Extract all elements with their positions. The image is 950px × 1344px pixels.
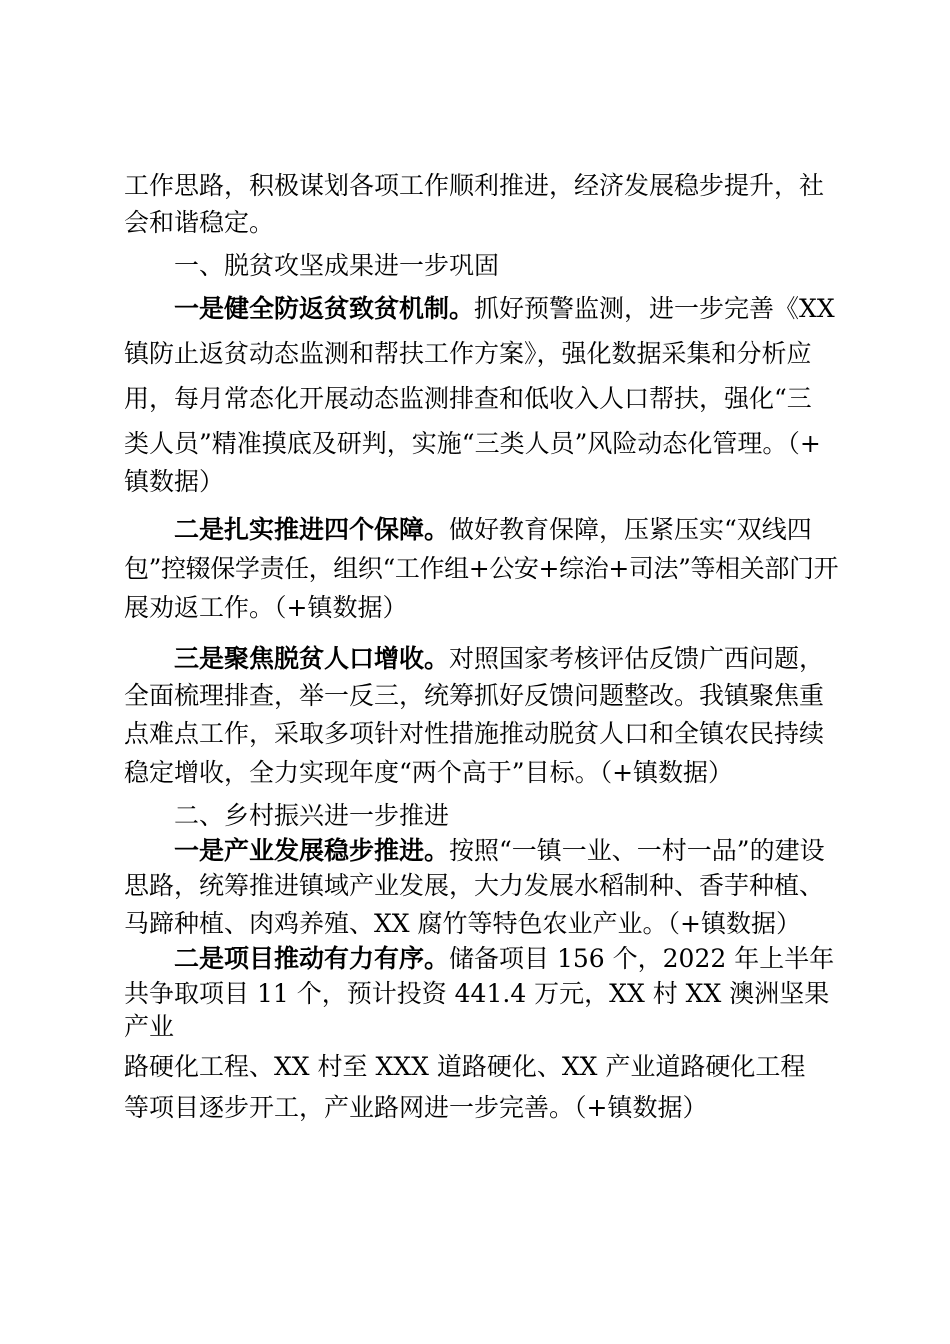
section-heading-2 bbox=[174, 800, 449, 832]
text-run: 镇数据） bbox=[124, 467, 225, 496]
text-run: 做好教育保障，压紧压实“双线四 bbox=[449, 515, 812, 544]
body-line bbox=[124, 170, 824, 202]
body-line bbox=[124, 428, 821, 460]
text-run: 包”控辍保学责任，组织“工作组+公安+综治+司法”等相关部门开 bbox=[124, 554, 839, 583]
body-line bbox=[174, 943, 834, 975]
body-line bbox=[124, 757, 733, 789]
text-run: 镇防止返贫动态监测和帮扶工作方案》，强化数据采集和分析应 bbox=[124, 339, 812, 368]
body-line bbox=[124, 466, 224, 498]
text-run: 全面梳理排查，举一反三，统筹抓好反馈问题整改。我镇聚焦重 bbox=[124, 681, 825, 710]
text-run: 产业 bbox=[124, 1012, 175, 1041]
text-run: 工作思路，积极谋划各项工作顺利推进，经济发展稳步提升，社 bbox=[124, 171, 825, 200]
bold-lead: 二是扎实推进四个保障。 bbox=[174, 515, 450, 544]
body-line bbox=[174, 514, 812, 546]
body-line bbox=[124, 553, 838, 585]
text-run: 用，每月常态化开展动态监测排查和低收入人口帮扶，强化“三 bbox=[124, 384, 812, 413]
body-line bbox=[124, 718, 824, 750]
body-line bbox=[174, 643, 824, 675]
bold-lead: 三是聚焦脱贫人口增收。 bbox=[174, 644, 450, 673]
bold-lead: 一是健全防返贫致贫机制。 bbox=[174, 294, 475, 323]
body-line bbox=[124, 383, 812, 415]
body-line bbox=[124, 1011, 174, 1043]
body-line bbox=[174, 835, 825, 867]
body-line bbox=[124, 207, 274, 239]
heading-text: 二、乡村振兴进一步推进 bbox=[174, 801, 450, 830]
text-run: 稳定增收，全力实现年度“两个高于”目标。（+镇数据） bbox=[124, 758, 734, 787]
body-line bbox=[124, 592, 407, 624]
body-line bbox=[174, 293, 835, 325]
body-line bbox=[124, 338, 812, 370]
text-run: 会和谐稳定。 bbox=[124, 208, 275, 237]
text-run: 按照“一镇一业、一村一品”的建设 bbox=[449, 836, 825, 865]
text-run: 展劝返工作。（+镇数据） bbox=[124, 593, 408, 622]
text-run: 路硬化工程、XX 村至 XXX 道路硬化、XX 产业道路硬化工程 bbox=[124, 1052, 806, 1081]
text-run: 等项目逐步开工，产业路网进一步完善。（+镇数据） bbox=[124, 1093, 708, 1122]
body-line bbox=[124, 908, 801, 940]
body-line bbox=[124, 680, 824, 712]
text-run: 共争取项目 11 个，预计投资 441.4 万元，XX 村 XX 澳洲坚果 bbox=[124, 979, 830, 1008]
text-run: 储备项目 156 个，2022 年上半年 bbox=[449, 944, 835, 973]
text-run: 点难点工作，采取多项针对性措施推动脱贫人口和全镇农民持续 bbox=[124, 719, 825, 748]
body-line bbox=[124, 870, 824, 902]
bold-lead: 一是产业发展稳步推进。 bbox=[174, 836, 450, 865]
body-line bbox=[124, 978, 829, 1010]
bold-lead: 二是项目推动有力有序。 bbox=[174, 944, 450, 973]
text-run: 类人员”精准摸底及研判，实施“三类人员”风险动态化管理。（+ bbox=[124, 429, 821, 458]
section-heading-1 bbox=[174, 250, 499, 282]
text-run: 思路，统筹推进镇域产业发展，大力发展水稻制种、香芋种植、 bbox=[124, 871, 825, 900]
body-line bbox=[124, 1092, 707, 1124]
text-run: 马蹄种植、肉鸡养殖、XX 腐竹等特色农业产业。（+镇数据） bbox=[124, 909, 801, 938]
text-run: 抓好预警监测，进一步完善《XX bbox=[474, 294, 835, 323]
body-line bbox=[124, 1051, 805, 1083]
text-run: 对照国家考核评估反馈广西问题， bbox=[449, 644, 825, 673]
heading-text: 一、脱贫攻坚成果进一步巩固 bbox=[174, 251, 500, 280]
